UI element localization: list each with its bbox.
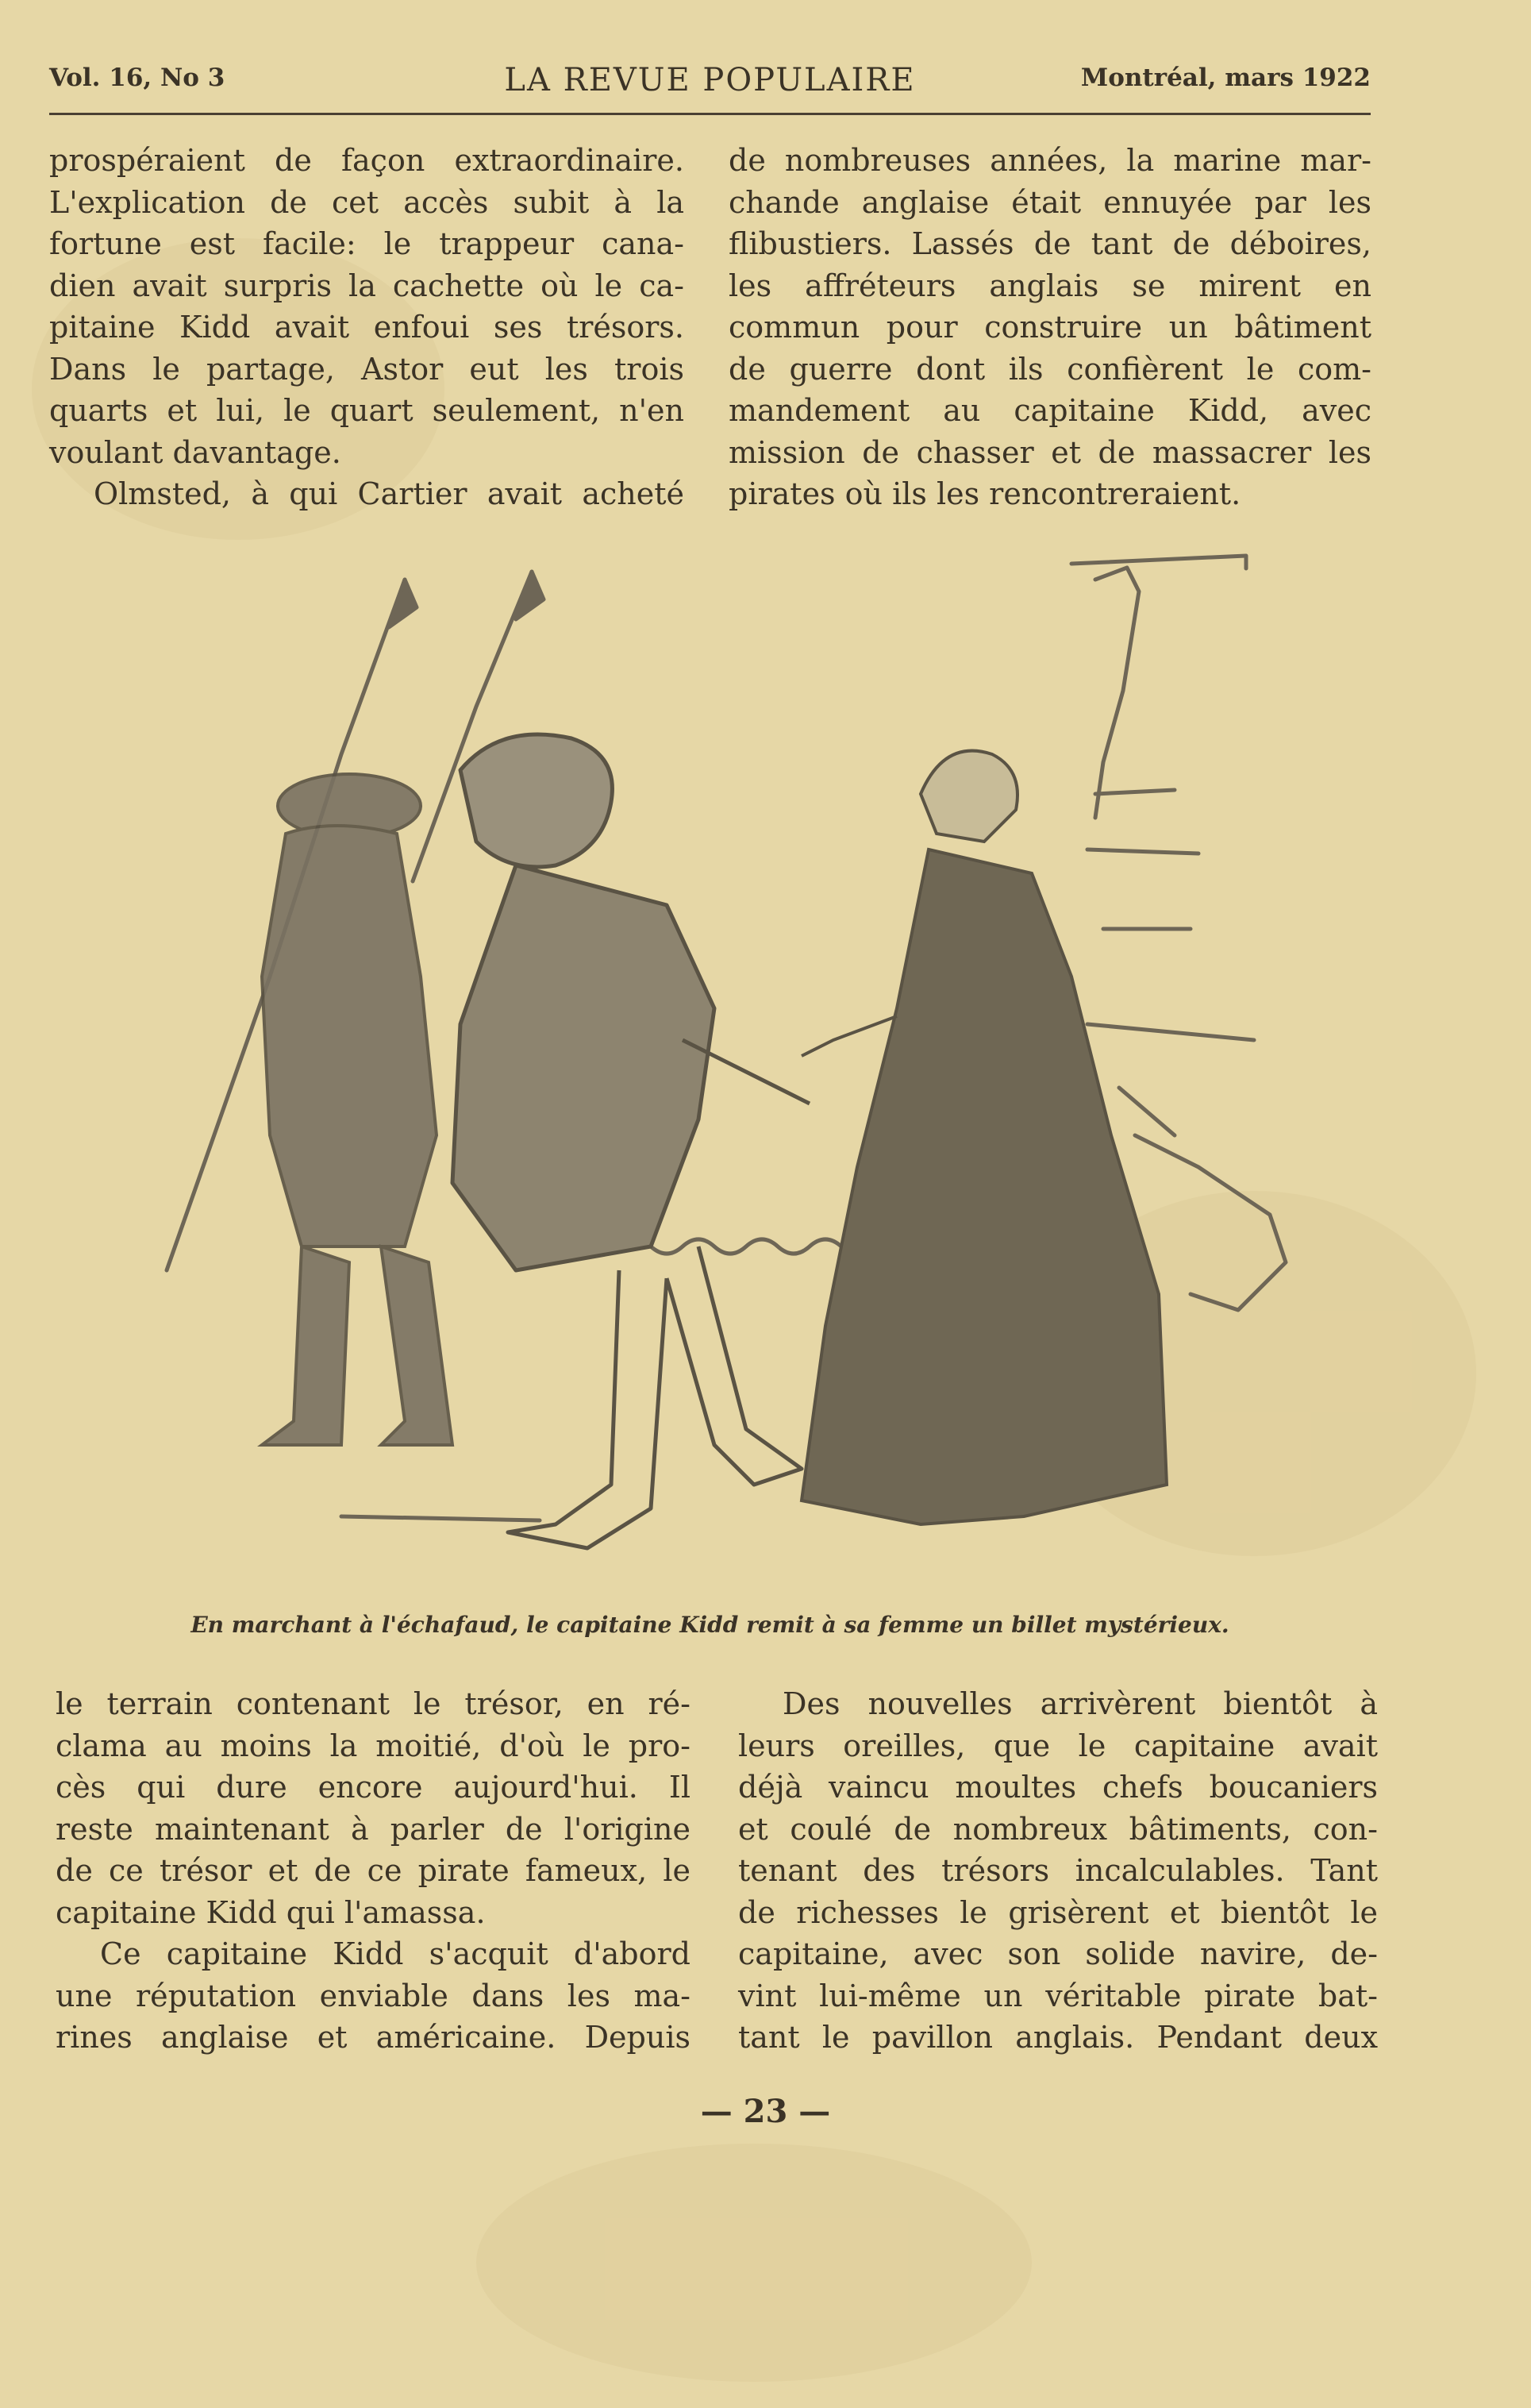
volume-number: Vol. 16, No 3 — [49, 64, 225, 92]
text-line: et coulé de nombreux bâtiments, con- — [738, 1811, 1378, 1847]
text-line: clama au moins la moitié, d'où le pro- — [56, 1728, 690, 1763]
text-line: de ce trésor et de ce pirate fameux, le — [56, 1853, 690, 1888]
page-number: — 23 — — [700, 2093, 831, 2130]
text-line: fortune est facile: le trappeur cana- — [49, 226, 684, 261]
text-line: de nombreuses années, la marine mar- — [729, 143, 1371, 178]
column-bottom-left — [56, 1683, 690, 2059]
text-line: prospéraient de façon extraordinaire. — [49, 143, 684, 178]
text-line: flibustiers. Lassés de tant de déboires, — [729, 226, 1371, 261]
text-line: vint lui-même un véritable pirate bat- — [738, 1978, 1378, 2013]
text-line: Ce capitaine Kidd s'acquit d'abord — [100, 1936, 690, 1971]
running-header — [49, 56, 1371, 111]
text-line: déjà vaincu moultes chefs boucaniers — [738, 1770, 1378, 1805]
text-line: pitaine Kidd avait enfoui ses trésors. — [49, 310, 684, 345]
text-line: pirates où ils les rencontreraient. — [729, 476, 1241, 511]
text-line: une réputation enviable dans les ma- — [56, 1978, 690, 2013]
illustration-kidd-scaffold — [143, 532, 1302, 1612]
text-line: de richesses le grisèrent et bientôt le — [738, 1894, 1378, 1930]
text-line: Olmsted, à qui Cartier avait acheté — [94, 476, 684, 511]
text-line: capitaine Kidd qui l'amassa. — [56, 1894, 486, 1930]
issue-date: Montréal, mars 1922 — [1080, 64, 1371, 92]
text-line: Des nouvelles arrivèrent bientôt à — [783, 1686, 1378, 1721]
text-line: tenant des trésors incalculables. Tant — [738, 1853, 1378, 1888]
text-line: voulant davantage. — [49, 434, 341, 470]
column-top-left — [49, 140, 684, 515]
text-line: Dans le partage, Astor eut les trois — [49, 351, 684, 387]
illustration-caption: En marchant à l'échafaud, le capitaine Kidd remit à sa femme un billet mystérieux. — [190, 1612, 1229, 1638]
text-line: les affréteurs anglais se mirent en — [729, 268, 1371, 303]
column-top-right — [729, 140, 1371, 515]
text-line: mandement au capitaine Kidd, avec — [729, 393, 1371, 428]
text-line: capitaine, avec son solide navire, de- — [738, 1936, 1378, 1971]
header-rule — [49, 113, 1371, 115]
text-line: chande anglaise était ennuyée par les — [729, 184, 1371, 220]
journal-title: LA REVUE POPULAIRE — [504, 62, 916, 98]
text-line: rines anglaise et américaine. Depuis — [56, 2020, 690, 2055]
text-line: commun pour construire un bâtiment — [729, 310, 1371, 345]
text-line: quarts et lui, le quart seulement, n'en — [49, 393, 684, 428]
text-line: dien avait surpris la cachette où le ca- — [49, 268, 684, 303]
column-bottom-right — [738, 1683, 1378, 2059]
text-line: tant le pavillon anglais. Pendant deux — [738, 2020, 1378, 2055]
text-line: cès qui dure encore aujourd'hui. Il — [56, 1770, 690, 1805]
text-line: mission de chasser et de massacrer les — [729, 434, 1371, 470]
text-line: reste maintenant à parler de l'origine — [56, 1811, 690, 1847]
text-line: L'explication de cet accès subit à la — [49, 184, 684, 220]
text-line: leurs oreilles, que le capitaine avait — [738, 1728, 1378, 1763]
text-line: le terrain contenant le trésor, en ré- — [56, 1686, 690, 1721]
text-line: de guerre dont ils confièrent le com- — [729, 351, 1371, 387]
